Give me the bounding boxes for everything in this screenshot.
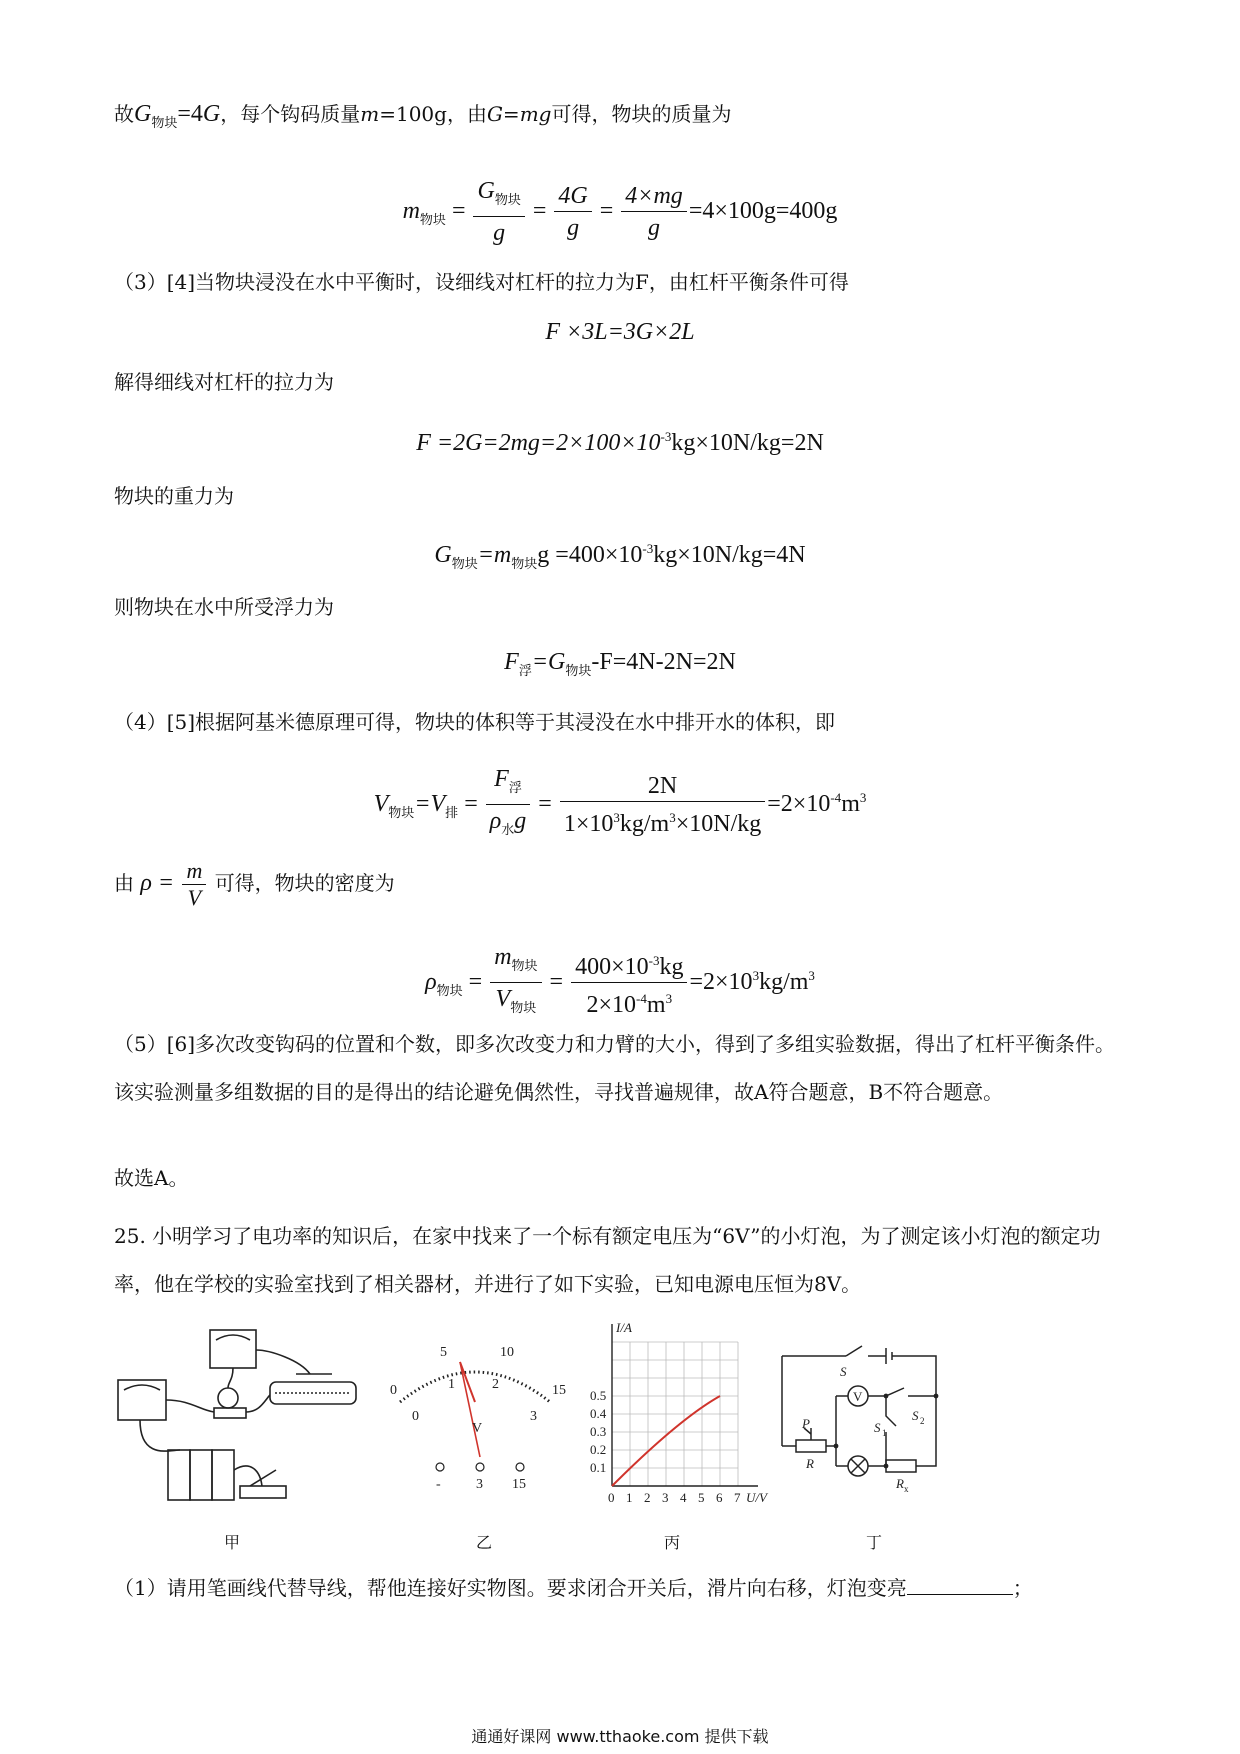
question-25-part-1 (114, 1574, 1124, 1602)
y-axis-label: I/A (616, 1320, 632, 1335)
battery-icon (168, 1450, 190, 1500)
switch-s1-sub: 1 (882, 1428, 887, 1438)
symbol: V (373, 791, 389, 818)
symbol: m (402, 198, 420, 225)
subscript: 水 (501, 823, 515, 838)
text: g =400×10 (537, 542, 643, 568)
x-tick: 5 (698, 1490, 705, 1505)
equation-buoyancy (0, 647, 1240, 687)
symbol: ρ (425, 969, 437, 996)
caption-jia: 甲 (224, 1533, 241, 1552)
fraction (486, 764, 531, 847)
dial-bottom-label: 0 (412, 1409, 419, 1424)
superscript: -3 (642, 541, 654, 556)
caption-yi: 乙 (476, 1533, 493, 1552)
symbol: G=mg (486, 102, 552, 126)
equation-volume: $V_{物块}=V_排$ = $\frac{F_浮}{\rho_水g}$ = $\frac{2N}{1\times 10^3kg/m^3\times 10N/kg}$ $=2\times 10^{-4}m^3$ (0, 764, 1240, 847)
subscript: 浮 (518, 664, 532, 679)
paragraph-mass-intro (114, 100, 1124, 138)
fraction (473, 176, 524, 249)
terminal-label: 15 (512, 1477, 526, 1492)
text: m (841, 791, 860, 818)
y-tick: 0.3 (590, 1424, 607, 1439)
text: ，每个钩码质量 (220, 102, 361, 126)
denominator: 2×10 (586, 992, 637, 1018)
superscript: 3 (859, 790, 867, 806)
dial-top-label: 15 (552, 1383, 566, 1398)
subscript: 物块 (451, 557, 478, 572)
question-25: 25. 小明学习了电功率的知识后，在家中找来了一个标有额定电压为“6V”的小灯泡，为了测定该小灯泡的额定功率，他在学校的实验室找到了相关器材，并进行了如下实验，已知电源电压恒为8V。 (114, 1224, 1101, 1296)
y-tick: 0.2 (590, 1442, 607, 1457)
symbol: F (504, 649, 519, 675)
superscript: 3 (669, 810, 676, 825)
text: 可得，物块的密度为 (214, 871, 395, 895)
paragraph-buoyancy: 则物块在水中所受浮力为 (114, 595, 334, 619)
subscript: 浮 (508, 781, 522, 796)
numerator: m (182, 858, 206, 885)
denominator: g (567, 215, 580, 241)
switch-s1-label: S (874, 1420, 881, 1435)
symbol: G (434, 542, 452, 568)
voltmeter-dial-figure (380, 1332, 580, 1492)
paragraph-5: （5）[6]多次改变钩码的位置和个数，即多次改变力和力臂的大小，得到了多组实验数据，得出了杠杆平衡条件。该实验测量多组数据的目的是得出的结论避免偶然性，寻找普遍规律，故A符合题意，B不符合题意。 (114, 1032, 1116, 1104)
dial-unit-letter: V (472, 1421, 483, 1436)
denominator: g (493, 220, 506, 246)
denominator: kg/m (619, 811, 670, 837)
text: kg×10N/kg=2N (671, 430, 824, 456)
text: =100g，由 (379, 102, 487, 126)
dial-bottom-label: 1 (448, 1377, 455, 1392)
subscript: 物块 (511, 959, 538, 974)
fraction (490, 942, 541, 1025)
paragraph-3b: 解得细线对杠杆的拉力为 (114, 370, 334, 394)
superscript: 3 (752, 968, 760, 984)
text: kg/m (759, 969, 809, 996)
numerator: m (494, 944, 512, 970)
superscript: 3 (808, 968, 815, 984)
circuit-figure (776, 1336, 956, 1496)
numerator: G (477, 178, 495, 204)
x-tick: 1 (626, 1490, 633, 1505)
footer: 通通好课网 www.tthaoke.com 提供下载 (471, 1727, 769, 1746)
superscript: -4 (636, 991, 647, 1006)
subscript: 物块 (436, 984, 463, 1000)
numerator: 2N (560, 771, 765, 802)
text: =4×100g=400g (688, 198, 838, 225)
equation-density: $\rho_{物块}$ = $\frac{m_{物块}}{V_{物块}}$ = $\frac{400\times 10^{-3}kg}{2\times 10^{-4}m^3}$ $=2\times 10^3kg/m^3$ (0, 942, 1240, 1025)
paragraph-3: （3）[4]当物块浸没在水中平衡时，设细线对杠杆的拉力为F，由杠杆平衡条件可得 (114, 270, 849, 294)
subscript: 排 (445, 806, 459, 822)
superscript: -3 (660, 429, 672, 444)
superscript: 3 (665, 991, 673, 1006)
text: 由 (114, 871, 134, 895)
symbol: =V (414, 791, 446, 818)
resistor-rx-sub: x (904, 1484, 909, 1494)
symbol: m (360, 102, 380, 126)
text: =4 (177, 101, 203, 127)
fraction (621, 181, 687, 244)
text: 可得，物块的质量为 (551, 102, 732, 126)
x-tick: 7 (734, 1490, 741, 1505)
subscript: 物块 (511, 557, 538, 572)
text: kg×10N/kg=4N (653, 542, 806, 568)
text: ； (1012, 1576, 1033, 1600)
paragraph-4: （4）[5]根据阿基米德原理可得，物块的体积等于其浸没在水中排开水的体积，即 (114, 710, 836, 734)
denominator: 1×10 (563, 811, 614, 837)
numerator: 400×10 (575, 954, 649, 980)
symbol: G (202, 101, 221, 127)
answer-line: 故选A。 (114, 1166, 189, 1190)
x-tick: 3 (662, 1490, 669, 1505)
text: （1）请用笔画线代替导线，帮他连接好实物图。要求闭合开关后，滑片向右移，灯泡变亮 (114, 1576, 907, 1600)
rheostat-r-label: R (806, 1456, 814, 1471)
subscript: 物块 (151, 116, 178, 131)
x-axis-label: U/V (746, 1490, 767, 1505)
symbol: G (134, 101, 152, 127)
y-tick: 0.5 (590, 1388, 607, 1403)
superscript: -4 (830, 790, 842, 806)
text: 故 (114, 102, 134, 126)
numerator: F (494, 766, 509, 792)
text: -F=4N-2N=2N (591, 649, 736, 675)
caption-ding: 丁 (866, 1533, 883, 1552)
answer-blank[interactable] (907, 1574, 1013, 1595)
fraction (182, 858, 206, 911)
symbol: ρ = (140, 870, 175, 896)
denominator: m (646, 992, 666, 1018)
subscript: 物块 (565, 664, 592, 679)
denominator: V (187, 885, 202, 910)
resistor-rx-label: R (896, 1476, 904, 1491)
text: =2×10 (689, 969, 753, 996)
dial-bottom-label: 2 (492, 1377, 499, 1392)
switch-icon (240, 1486, 286, 1498)
subscript: 物块 (510, 1001, 537, 1016)
bulb-icon (218, 1388, 238, 1408)
equation-lever: F ×3L=3G×2L (545, 319, 695, 345)
fraction (554, 181, 591, 244)
denominator: g (648, 215, 661, 241)
dial-top-label: 5 (440, 1345, 447, 1360)
y-tick: 0.1 (590, 1460, 607, 1475)
x-tick: 2 (644, 1490, 651, 1505)
numerator: 4G (554, 181, 591, 212)
apparatus-figure (110, 1320, 370, 1510)
iu-graph-figure (588, 1318, 778, 1518)
numerator: kg (659, 954, 684, 980)
rheostat-symbol (796, 1440, 826, 1452)
subscript: 物块 (388, 806, 415, 822)
caption-bing: 丙 (664, 1533, 681, 1552)
x-tick: 6 (716, 1490, 723, 1505)
switch-s-label: S (840, 1364, 847, 1379)
switch-s2-sub: 2 (920, 1416, 925, 1426)
denominator: ×10N/kg (675, 811, 762, 837)
dial-top-label: 10 (500, 1345, 514, 1360)
ammeter-icon (118, 1380, 166, 1420)
terminal-label: 3 (476, 1477, 483, 1492)
superscript: -3 (648, 953, 660, 968)
denominator: g (514, 808, 527, 834)
y-tick: 0.4 (590, 1406, 607, 1421)
voltmeter-v-label: V (853, 1389, 863, 1404)
switch-s2-label: S (912, 1408, 919, 1423)
equation-force (0, 422, 1240, 458)
terminal-label: - (436, 1477, 441, 1492)
x-tick: 4 (680, 1490, 687, 1505)
superscript: 3 (613, 810, 620, 825)
fraction (560, 771, 765, 840)
numerator: 4×mg (621, 181, 687, 212)
denominator: V (495, 986, 511, 1012)
text: F =2G=2mg=2×100×10 (416, 430, 661, 456)
paragraph-weight: 物块的重力为 (114, 484, 234, 508)
symbol: =G (531, 649, 566, 675)
text: =2×10 (767, 791, 831, 818)
slider-p-label: P (802, 1416, 810, 1431)
dial-top-label: 0 (390, 1383, 397, 1398)
subscript: 物块 (494, 193, 521, 208)
denominator: ρ (489, 808, 502, 834)
subscript: 物块 (419, 213, 446, 229)
x-tick: 0 (608, 1490, 615, 1505)
paragraph-density-intro (114, 858, 1124, 911)
dial-bottom-label: 3 (530, 1409, 537, 1424)
resistor-rx-symbol (886, 1460, 916, 1472)
equation-mass: $m_{物块}$ = $\frac{G_{物块}}{g}$ = $\frac{4G}{g}$ = $\frac{4\times mg}{g}$ =4×100g=400g (0, 176, 1240, 249)
equation-weight (0, 534, 1240, 580)
fraction (571, 946, 687, 1021)
symbol: =m (477, 542, 512, 568)
